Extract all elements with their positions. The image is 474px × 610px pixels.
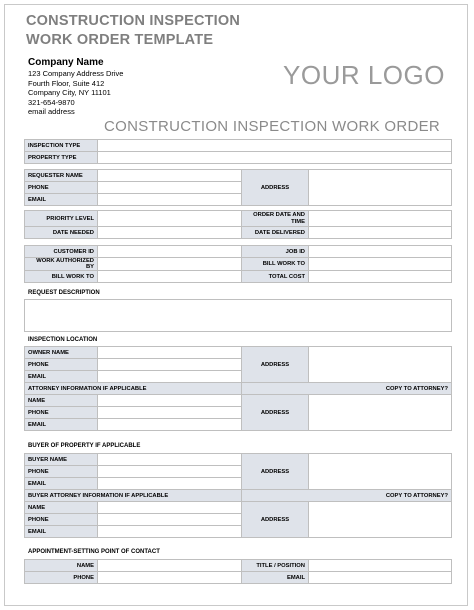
buyer-attorney-email-field[interactable] (98, 526, 242, 538)
total-cost-label: TOTAL COST (242, 271, 309, 283)
order-date-time-field[interactable] (309, 211, 452, 227)
work-authorized-label: WORK AUTHORIZED BY (25, 258, 98, 271)
priority-level-field[interactable] (98, 211, 242, 227)
company-address-line-2: Fourth Floor, Suite 412 (28, 78, 105, 88)
buyer-email-label: EMAIL (25, 478, 98, 490)
attorney-name-field[interactable] (98, 395, 242, 407)
priority-table (24, 210, 452, 239)
requester-email-field[interactable] (98, 194, 242, 206)
buyer-copy-to-attorney-label[interactable]: COPY TO ATTORNEY? (242, 490, 452, 502)
contact-title-field[interactable] (309, 560, 452, 572)
buyer-name-label: BUYER NAME (25, 454, 98, 466)
contact-email-label: EMAIL (242, 572, 309, 584)
buyer-table (24, 453, 452, 538)
buyer-attorney-email-label: EMAIL (25, 526, 98, 538)
copy-to-attorney-label[interactable]: COPY TO ATTORNEY? (242, 383, 452, 395)
buyer-attorney-info-label: BUYER ATTORNEY INFORMATION IF APPLICABLE (25, 490, 242, 502)
buyer-email-field[interactable] (98, 478, 242, 490)
contact-name-label: NAME (25, 560, 98, 572)
date-delivered-field[interactable] (309, 227, 452, 239)
company-email: email address (28, 107, 75, 117)
logo-placeholder: YOUR LOGO (283, 60, 445, 90)
attorney-email-field[interactable] (98, 419, 242, 431)
customer-table (24, 245, 452, 283)
contact-email-field[interactable] (309, 572, 452, 584)
buyer-of-property-heading: BUYER OF PROPERTY IF APPLICABLE (28, 443, 141, 449)
buyer-attorney-address-field[interactable] (309, 502, 452, 538)
priority-level-label: PRIORITY LEVEL (25, 211, 98, 227)
owner-phone-field[interactable] (98, 359, 242, 371)
owner-email-field[interactable] (98, 371, 242, 383)
owner-address-field[interactable] (309, 347, 452, 383)
inspection-location-heading: INSPECTION LOCATION (28, 337, 98, 343)
company-address-line-3: Company City, NY 11101 (28, 88, 111, 98)
title-line-1: CONSTRUCTION INSPECTION (26, 13, 241, 29)
buyer-attorney-phone-label: PHONE (25, 514, 98, 526)
owner-phone-label: PHONE (25, 359, 98, 371)
work-authorized-field[interactable] (98, 258, 242, 271)
owner-address-label: ADDRESS (242, 347, 309, 383)
requester-phone-field[interactable] (98, 182, 242, 194)
buyer-attorney-phone-field[interactable] (98, 514, 242, 526)
inspection-type-label: INSPECTION TYPE (25, 140, 98, 152)
requester-address-label: ADDRESS (242, 170, 309, 206)
buyer-phone-label: PHONE (25, 466, 98, 478)
owner-email-label: EMAIL (25, 371, 98, 383)
property-type-field[interactable] (98, 152, 452, 164)
company-info (28, 56, 123, 117)
buyer-attorney-name-label: NAME (25, 502, 98, 514)
bill-work-to-field[interactable] (98, 271, 242, 283)
contact-phone-label: PHONE (25, 572, 98, 584)
request-description-table (24, 299, 452, 332)
date-needed-field[interactable] (98, 227, 242, 239)
attorney-address-label: ADDRESS (242, 395, 309, 431)
requester-name-label: REQUESTER NAME (25, 170, 98, 182)
appointment-contact-heading: APPOINTMENT-SETTING POINT OF CONTACT (28, 549, 160, 555)
page-title (26, 12, 286, 50)
company-name: Company Name (28, 57, 104, 68)
attorney-name-label: NAME (25, 395, 98, 407)
buyer-attorney-address-label: ADDRESS (242, 502, 309, 538)
order-date-time-label: ORDER DATE AND TIME (242, 211, 309, 227)
buyer-name-field[interactable] (98, 454, 242, 466)
requester-name-field[interactable] (98, 170, 242, 182)
request-description-field[interactable] (25, 300, 452, 332)
attorney-address-field[interactable] (309, 395, 452, 431)
owner-name-label: OWNER NAME (25, 347, 98, 359)
attorney-phone-label: PHONE (25, 407, 98, 419)
requester-table (24, 169, 452, 206)
owner-name-field[interactable] (98, 347, 242, 359)
contact-title-label: TITLE / POSITION (242, 560, 309, 572)
buyer-address-label: ADDRESS (242, 454, 309, 490)
form-title: CONSTRUCTION INSPECTION WORK ORDER (104, 118, 441, 135)
job-id-label: JOB ID (242, 246, 309, 258)
property-type-label: PROPERTY TYPE (25, 152, 98, 164)
request-description-heading: REQUEST DESCRIPTION (28, 290, 100, 296)
bill-work-to-right-field[interactable] (309, 258, 452, 271)
bill-work-to-label: BILL WORK TO (25, 271, 98, 283)
title-line-2: WORK ORDER TEMPLATE (26, 32, 214, 48)
inspection-location-table (24, 346, 452, 431)
buyer-phone-field[interactable] (98, 466, 242, 478)
company-address-line-1: 123 Company Address Drive (28, 69, 124, 78)
appointment-table (24, 559, 452, 584)
buyer-address-field[interactable] (309, 454, 452, 490)
requester-phone-label: PHONE (25, 182, 98, 194)
requester-email-label: EMAIL (25, 194, 98, 206)
requester-address-field[interactable] (309, 170, 452, 206)
date-needed-label: DATE NEEDED (25, 227, 98, 239)
bill-work-to-right-label: BILL WORK TO (242, 258, 309, 271)
attorney-phone-field[interactable] (98, 407, 242, 419)
date-delivered-label: DATE DELIVERED (242, 227, 309, 239)
buyer-attorney-name-field[interactable] (98, 502, 242, 514)
contact-phone-field[interactable] (98, 572, 242, 584)
contact-name-field[interactable] (98, 560, 242, 572)
company-phone: 321-654-9870 (28, 97, 75, 107)
inspection-type-table (24, 139, 452, 164)
customer-id-label: CUSTOMER ID (25, 246, 98, 258)
inspection-type-field[interactable] (98, 140, 452, 152)
attorney-email-label: EMAIL (25, 419, 98, 431)
job-id-field[interactable] (309, 246, 452, 258)
attorney-info-label: ATTORNEY INFORMATION IF APPLICABLE (25, 383, 242, 395)
customer-id-field[interactable] (98, 246, 242, 258)
total-cost-field[interactable] (309, 271, 452, 283)
